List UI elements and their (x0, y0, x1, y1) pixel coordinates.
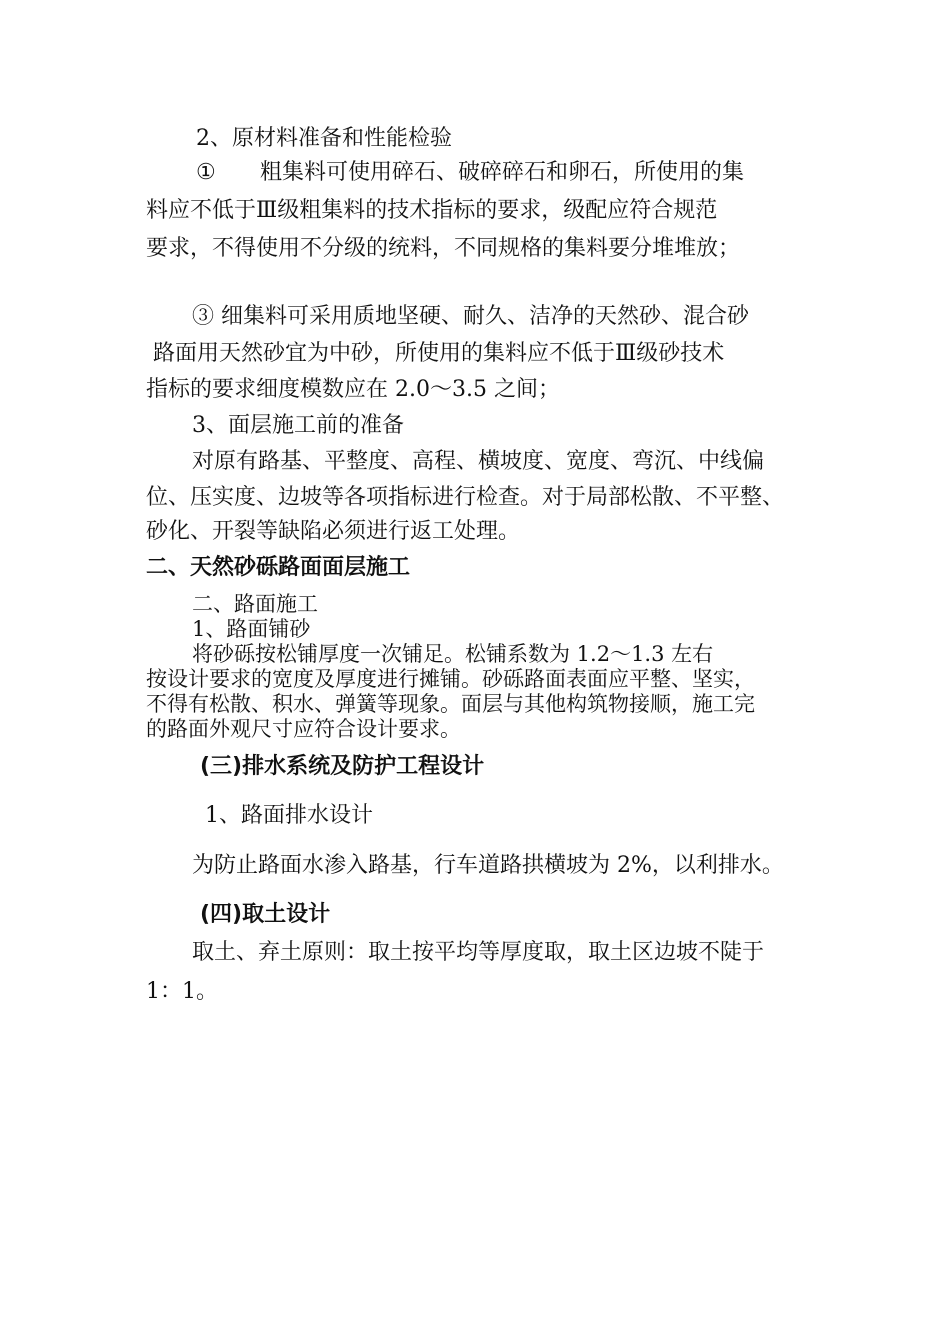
list-marker-1: ① (196, 160, 216, 185)
heading-preparation: 3、面层施工前的准备 (192, 413, 404, 438)
borrow-soil-line-2: 1：1。 (146, 979, 218, 1004)
fine-aggregate-line-2: 路面用天然砂宜为中砂，所使用的集料应不低于Ⅲ级砂技术 (153, 341, 725, 366)
inspection-line-3: 砂化、开裂等缺陷必须进行返工处理。 (146, 519, 521, 544)
inspection-line-2: 位、压实度、边坡等各项指标进行检查。对于局部松散、不平整、 (146, 485, 785, 510)
fine-aggregate-line-1: ③ 细集料可采用质地坚硬、耐久、洁净的天然砂、混合砂 (192, 304, 749, 329)
drainage-line-1: 为防止路面水渗入路基，行车道路拱横坡为 2%，以利排水。 (192, 853, 784, 878)
section-title-drainage: (三)排水系统及防护工程设计 (200, 754, 485, 779)
sand-laying-line-2: 按设计要求的宽度及厚度进行摊铺。砂砾路面表面应平整、坚实， (146, 667, 755, 691)
section-title-gravel-surface: 二、天然砂砾路面面层施工 (146, 555, 411, 580)
coarse-aggregate-line-3: 要求，不得使用不分级的统料，不同规格的集料要分堆堆放； (146, 236, 741, 261)
section-title-borrow-soil: (四)取土设计 (200, 902, 331, 927)
fine-aggregate-line-3: 指标的要求细度模数应在 2.0～3.5 之间； (146, 377, 560, 402)
sand-laying-line-1: 将砂砾按松铺厚度一次铺足。松铺系数为 1.2～1.3 左右 (192, 642, 714, 666)
subheading-sand-laying: 1、路面铺砂 (192, 617, 311, 641)
heading-raw-material: 2、原材料准备和性能检验 (196, 126, 452, 151)
coarse-aggregate-line-2: 料应不低于Ⅲ级粗集料的技术指标的要求，级配应符合规范 (146, 198, 718, 223)
coarse-aggregate-line-1: 粗集料可使用碎石、破碎碎石和卵石，所使用的集 (260, 160, 745, 185)
sand-laying-line-4: 的路面外观尺寸应符合设计要求。 (146, 717, 461, 741)
subheading-pavement-drainage: 1、路面排水设计 (205, 803, 373, 828)
inspection-line-1: 对原有路基、平整度、高程、横坡度、宽度、弯沉、中线偏 (192, 449, 765, 474)
subheading-pavement-construction: 二、路面施工 (192, 592, 318, 616)
borrow-soil-line-1: 取土、弃土原则：取土按平均等厚度取，取土区边坡不陡于 (192, 940, 765, 965)
sand-laying-line-3: 不得有松散、积水、弹簧等现象。面层与其他构筑物接顺，施工完 (146, 692, 755, 716)
